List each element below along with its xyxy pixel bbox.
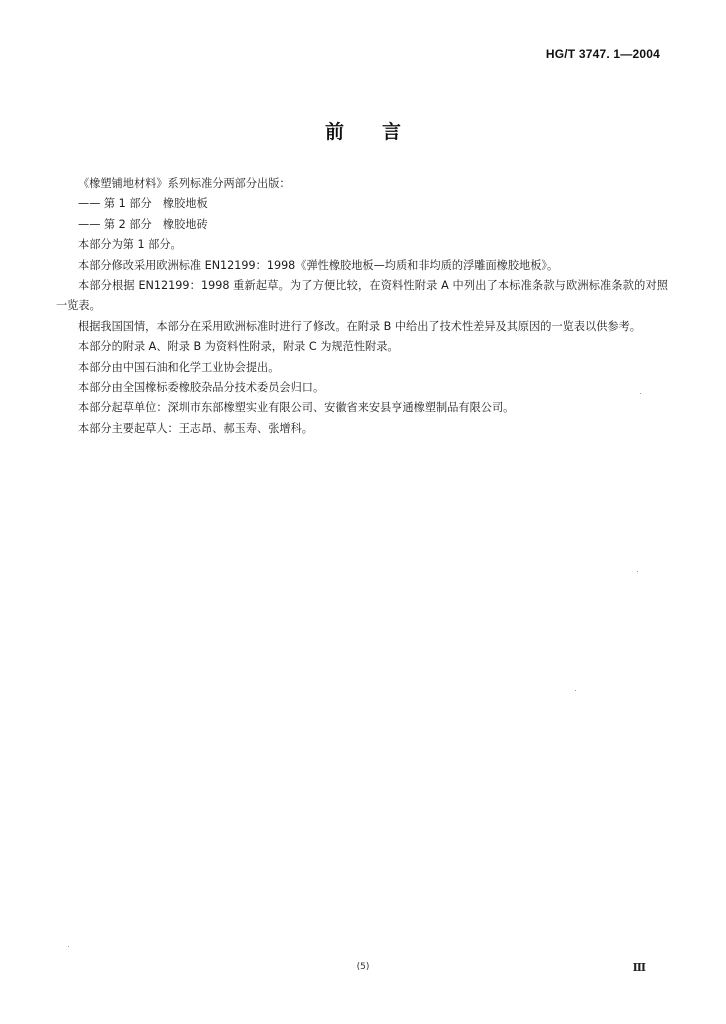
scan-speck [640,393,641,394]
standard-number: HG/T 3747. 1—2004 [545,47,660,61]
foreword-paragraph: 本部分为第 1 部分。 [78,238,182,252]
foreword-list-item: —— 第 1 部分 橡胶地板 [78,197,208,211]
foreword-paragraph: 根据我国国情，本部分在采用欧洲标准时进行了修改。在附录 B 中给出了技术性差异及其原因的一览表以供参考。 [78,319,641,333]
foreword-paragraph: 本部分由全国橡标委橡胶杂品分技术委员会归口。 [78,381,325,395]
foreword-paragraph: 本部分的附录 A、附录 B 为资料性附录，附录 C 为规范性附录。 [78,340,399,354]
page-title: 前 言 [324,121,401,143]
scan-speck [68,946,69,947]
roman-page-number: Ⅲ [632,961,646,974]
foreword-paragraph: 本部分主要起草人：王志昂、郝玉寿、张增科。 [78,421,313,435]
foreword-paragraph: 本部分修改采用欧洲标准 EN12199：1998《弹性橡胶地板—均质和非均质的浮雕面橡胶地板》。 [78,258,559,272]
scan-speck [575,690,576,691]
foreword-paragraph: 本部分由中国石油和化学工业协会提出。 [78,360,280,374]
foreword-list-item: —— 第 2 部分 橡胶地砖 [78,217,208,231]
foreword-paragraph: 本部分根据 EN12199：1998 重新起草。为了方便比较，在资料性附录 A 中列出了本标准条款与欧洲标准条款的对照一览表。 [56,279,668,313]
scan-speck [637,571,638,572]
foreword-paragraph: 《橡塑铺地材料》系列标准分两部分出版： [78,177,291,190]
page-number: (5) [356,962,370,972]
foreword-paragraph: 本部分起草单位：深圳市东部橡塑实业有限公司、安徽省来安县亨通橡塑制品有限公司。 [78,401,515,415]
foreword-body [56,174,668,439]
